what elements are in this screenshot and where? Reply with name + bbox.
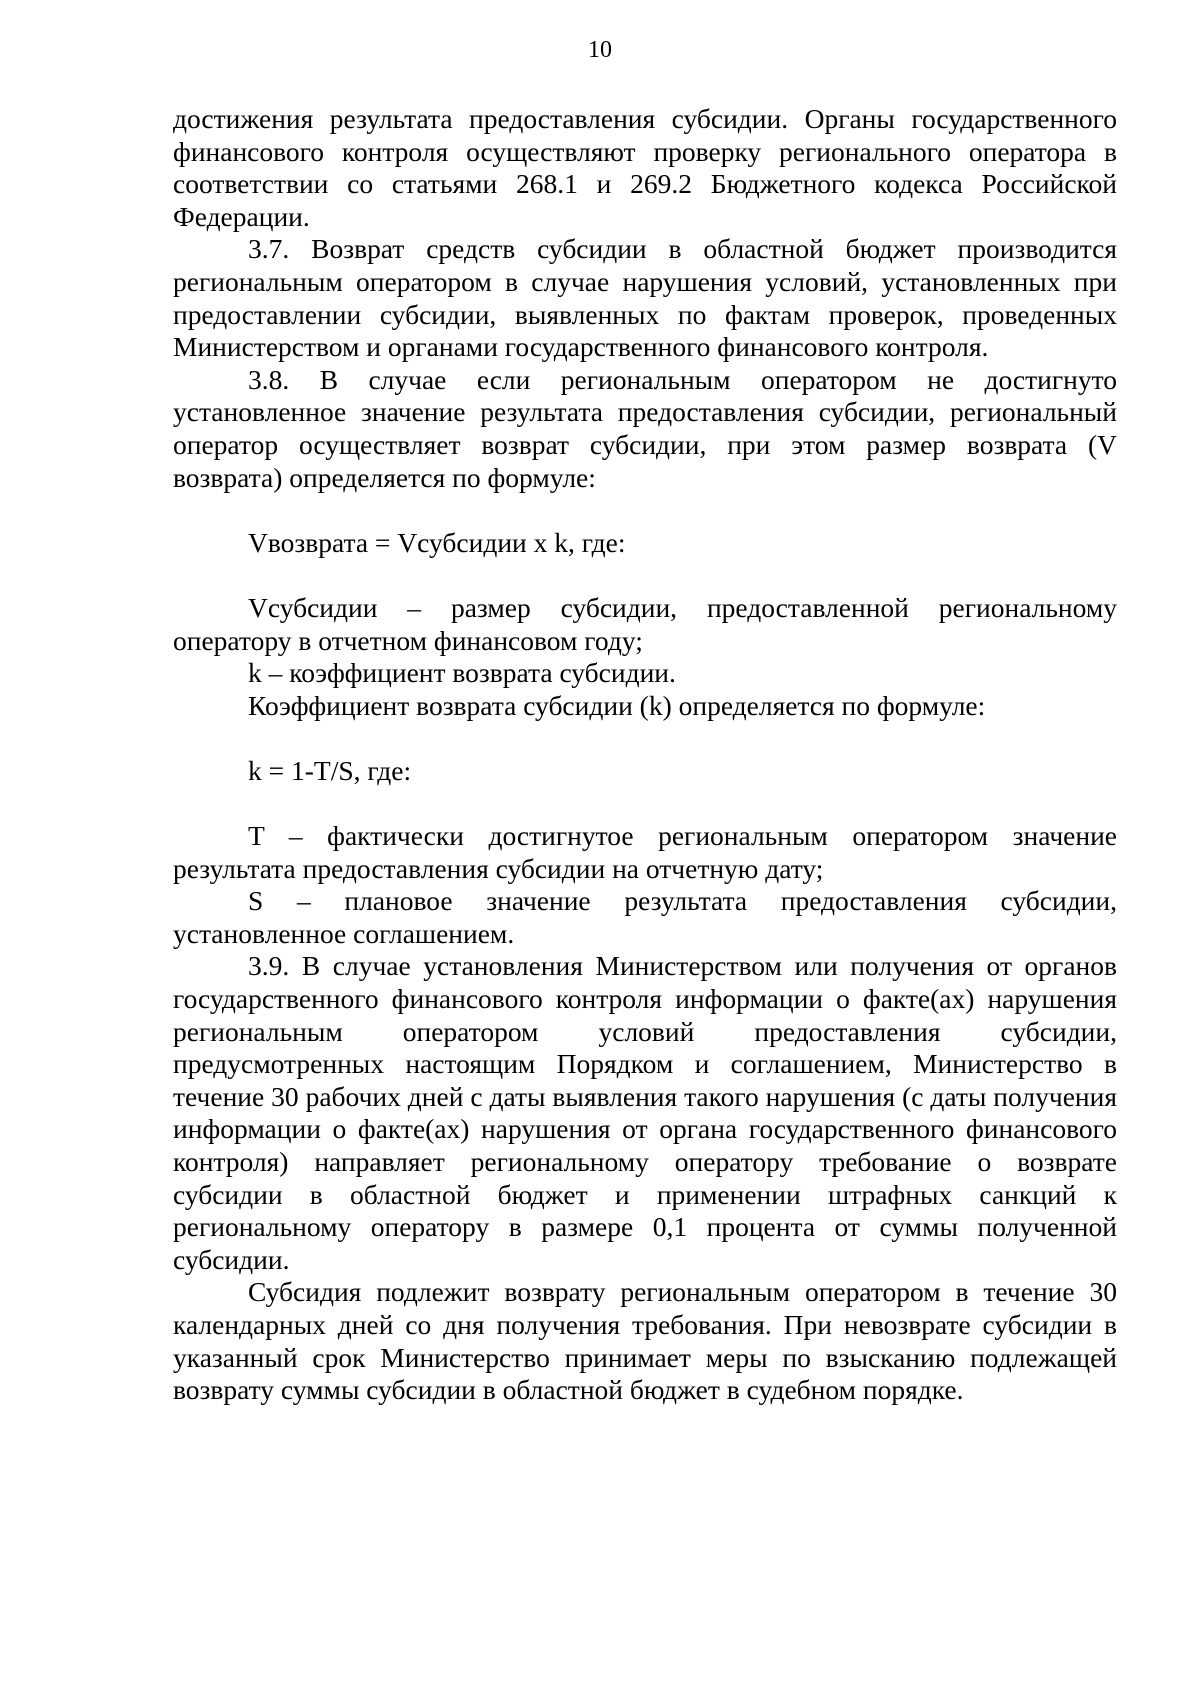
- definition-s: S – плановое значение результата предоставления субсидии, установленное соглашением.: [173, 885, 1117, 949]
- definition-k: k – коэффициент возврата субсидии.: [248, 657, 676, 689]
- document-body: [173, 103, 1117, 1407]
- definition-t: T – фактически достигнутое региональным оператором значение результата предоставления субсидии на отчетную дату;: [173, 820, 1117, 884]
- formula-coefficient: k = 1-T/S, где:: [248, 754, 412, 786]
- paragraph-3-9: 3.9. В случае установления Министерством или получения от органов государственного финансового контроля информации о факте(ах) нарушения региональным оператором условий предоставления субсидии, предусмотренных настоящим Порядком и соглашением, Министерство в течение 30 рабочих дней с даты выявления такого нарушения (с даты получения информации о факте(ах) нарушения от органа государственного финансового контроля) направляет региональному оператору требование о возврате субсидии в областной бюджет и применении штрафных санкций к региональному оператору в размере 0,1 процента от суммы полученной субсидии.: [173, 950, 1117, 1275]
- paragraph-3-8: 3.8. В случае если региональным оператором не достигнуто установленное значение результата предоставления субсидии, региональный оператор осуществляет возврат субсидии, при этом размер возврата (V возврата) определяется по формуле:: [173, 363, 1117, 493]
- page-number: 10: [588, 37, 612, 63]
- paragraph-continuation: достижения результата предоставления субсидии. Органы государственного финансового контроля осуществляют проверку регионального оператора в соответствии со статьями 268.1 и 269.2 Бюджетного кодекса Российской Федерации.: [173, 103, 1117, 232]
- definition-v-subsidy: Vсубсидии – размер субсидии, предоставленной региональному оператору в отчетном финансовом году;: [173, 591, 1117, 656]
- paragraph-subsidy-return: Субсидия подлежит возврату региональным оператором в течение 30 календарных дней со дня получения требования. При невозврате субсидии в указанный срок Министерство принимает меры по взысканию подлежащей возврату суммы субсидии в областной бюджет в судебном порядке.: [173, 1276, 1117, 1406]
- formula-return-amount: Vвозврата = Vсубсидии x k, где:: [248, 526, 626, 558]
- paragraph-3-7: 3.7. Возврат средств субсидии в областной бюджет производится региональным оператором в случае нарушения условий, установленных при предоставлении субсидии, выявленных по фактам проверок, проведенных Министерством и органами государственного финансового контроля.: [173, 233, 1117, 363]
- paragraph-coefficient-intro: Коэффициент возврата субсидии (k) определяется по формуле:: [248, 689, 986, 721]
